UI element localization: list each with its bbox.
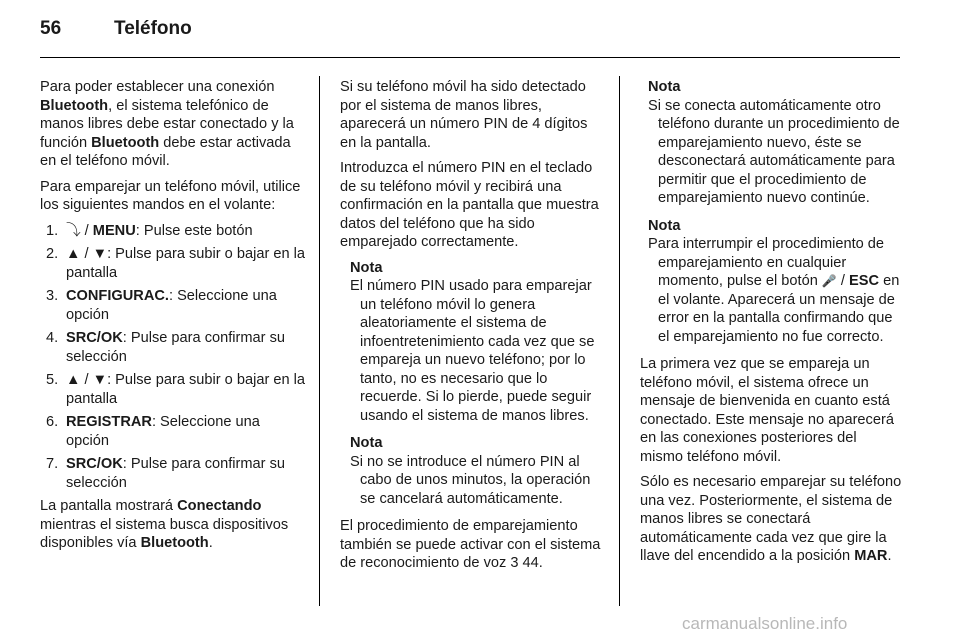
up-down-arrow-icon: ▲ / ▼	[66, 246, 108, 262]
outro-text-1: La pantalla mostrará	[40, 498, 174, 514]
note-text: El número PIN usado para emparejar un teléfono móvil lo genera aleatoriamente el sistema de infoentretenimiento cada vez que se empareja un nuevo teléfono; por lo tanto, no es necesario que lo recuerde. Si lo pierde, puede seguir usando el sistema de manos libres.	[350, 278, 595, 424]
note-text-2: en el volante. Aparecerá un mensaje de error en la pantalla confirmando que el emparejamiento no fue correcto.	[658, 273, 900, 345]
note-text: Si no se introduce el número PIN al cabo de unos minutos, la operación se cancelará automáticamente.	[350, 453, 591, 507]
bluetooth-term: Bluetooth	[140, 535, 209, 551]
list-item	[40, 245, 306, 282]
note-title: Nota	[350, 259, 383, 276]
step-number: 6.	[46, 414, 59, 430]
intro-text-3: debe estar activada en el teléfono móvil.	[40, 134, 291, 169]
call-icon: ⤵	[66, 222, 81, 239]
step-text: : Seleccione una opción	[66, 288, 277, 323]
note-block	[340, 259, 606, 426]
step-key: SRC/OK	[66, 456, 123, 472]
header-rule	[40, 57, 900, 58]
outro-text-3: .	[208, 535, 213, 551]
paragraph: Si su teléfono móvil ha sido detectado por el sistema de manos libres, aparecerá un número PIN de 4 dígitos en la pantalla.	[340, 79, 588, 151]
step-text: : Pulse para confirmar su selección	[66, 456, 285, 491]
watermark: carmanualsonline.info	[682, 614, 848, 633]
paragraph-text: El procedimiento de emparejamiento también se puede activar con el sistema de reconocimiento de voz	[340, 518, 601, 571]
step-text: : Seleccione una opción	[66, 414, 260, 449]
steps-list	[40, 222, 306, 493]
note-block	[640, 78, 902, 208]
paragraph	[340, 517, 606, 573]
list-item	[40, 413, 306, 450]
list-item	[40, 329, 306, 366]
paragraph: La primera vez que se empareja un teléfono móvil, el sistema ofrece un mensaje de bienvenida en cuanto está conectado. Este mensaje no aparecerá en las conexiones posteriores del mismo teléfono móvil.	[640, 356, 894, 465]
step-number: 1.	[46, 222, 59, 239]
list-item	[40, 222, 306, 241]
page-reference[interactable]: 3 44.	[510, 555, 543, 571]
note-block	[340, 434, 606, 508]
separator: /	[80, 222, 93, 239]
note-block	[640, 217, 902, 347]
intro-paragraph	[40, 78, 306, 171]
outro-paragraph	[40, 497, 306, 553]
page-header	[40, 18, 192, 40]
page-number: 56	[40, 18, 62, 39]
outro-text-2: mientras el sistema busca dispositivos disponibles vía	[40, 516, 289, 551]
note-text: Si se conecta automáticamente otro teléfono durante un procedimiento de emparejamiento nuevo, éste se desconectará automáticamente para permitir que el procedimiento de emparejamiento nuevo continúe.	[648, 97, 900, 206]
step-text: : Pulse para subir o bajar en la pantalla	[66, 246, 306, 281]
list-item	[40, 287, 306, 324]
step-text: : Pulse este botón	[135, 222, 253, 239]
step-text: : Pulse para confirmar su selección	[66, 330, 285, 365]
note-text-1: Para interrumpir el procedimiento de emparejamiento en cualquier momento, pulse el botón	[648, 236, 885, 289]
step-number: 3.	[46, 288, 59, 304]
column-divider-1	[319, 76, 320, 606]
step-number: 2.	[46, 246, 59, 262]
esc-key: ESC	[849, 273, 880, 289]
step-key: CONFIGURAC.	[66, 288, 169, 304]
mar-key: MAR	[854, 548, 888, 564]
note-title: Nota	[648, 79, 681, 95]
step-text: : Pulse para subir o bajar en la pantalla	[66, 372, 306, 407]
paragraph-end: .	[887, 548, 892, 564]
step-key: MENU	[92, 222, 136, 239]
step-number: 4.	[46, 330, 59, 346]
column-divider-2	[619, 76, 620, 606]
connecting-term: Conectando	[177, 498, 262, 514]
bluetooth-term: Bluetooth	[40, 97, 109, 114]
separator: /	[836, 273, 850, 289]
list-item	[40, 371, 306, 408]
column-3	[640, 78, 902, 573]
note-text	[648, 235, 902, 346]
step-number: 5.	[46, 372, 59, 388]
bluetooth-term: Bluetooth	[91, 134, 160, 151]
step-key: REGISTRAR	[66, 414, 152, 430]
paragraph: Introduzca el número PIN en el teclado de su teléfono móvil y recibirá una confirmación en la pantalla que muestra datos del teléfono que ha sido emparejado correctamente.	[340, 160, 599, 250]
step-number: 7.	[46, 456, 59, 472]
intro-text-2: , el sistema telefónico de manos libres debe estar conectado y la función	[40, 97, 294, 151]
intro-text-1: Para poder establecer una conexión	[40, 79, 275, 95]
microphone-icon: 🎤	[821, 274, 837, 288]
note-title: Nota	[648, 217, 681, 234]
paragraph-text: Sólo es necesario emparejar su teléfono una vez. Posteriormente, el sistema de manos libres se conectará automáticamente cada vez que gire la llave del encendido a la posición	[640, 474, 902, 564]
page-title: Teléfono	[114, 18, 192, 39]
column-1	[40, 78, 306, 560]
pair-intro: Para emparejar un teléfono móvil, utilice los siguientes mandos en el volante:	[40, 178, 301, 213]
up-down-arrow-icon: ▲ / ▼	[66, 372, 108, 388]
step-key: SRC/OK	[66, 330, 123, 346]
paragraph	[640, 473, 902, 566]
column-2	[340, 78, 606, 580]
list-item	[40, 455, 306, 492]
note-title: Nota	[350, 435, 383, 451]
